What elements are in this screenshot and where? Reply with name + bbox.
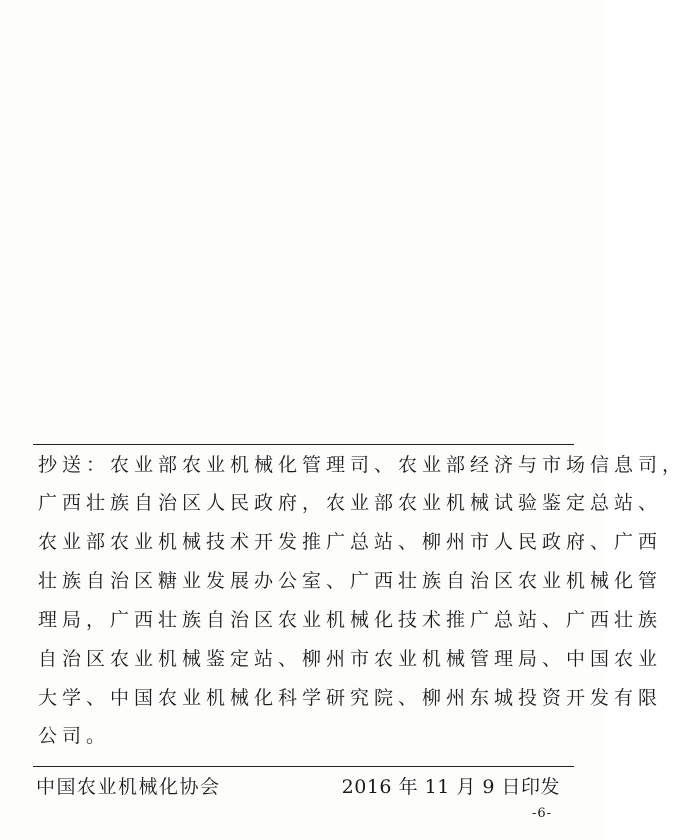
- issuing-organization: 中国农业机械化协会: [36, 776, 221, 798]
- issue-date: 2016 年 11 月 9 日印发: [341, 776, 560, 798]
- cc-line-5: 理局，广西壮族自治区农业机械化技术推广总站、广西壮族: [38, 609, 663, 631]
- cc-line-1: 抄送：农业部农业机械化管理司、农业部经济与市场信息司，: [38, 454, 686, 476]
- page-number: -6-: [531, 806, 552, 821]
- cc-top-rule: [33, 444, 574, 445]
- cc-line-2: 广西壮族自治区人民政府，农业部农业机械试验鉴定总站、: [38, 492, 663, 514]
- cc-line-8: 公司。: [38, 725, 111, 747]
- cc-bottom-rule: [33, 766, 574, 767]
- cc-line-4: 壮族自治区糖业发展办公室、广西壮族自治区农业机械化管: [38, 570, 663, 592]
- cc-line-3: 农业部农业机械技术开发推广总站、柳州市人民政府、广西: [38, 531, 663, 553]
- cc-line-6: 自治区农业机械鉴定站、柳州市农业机械管理局、中国农业: [38, 648, 663, 670]
- cc-line-7: 大学、中国农业机械化科学研究院、柳州东城投资开发有限: [38, 687, 663, 709]
